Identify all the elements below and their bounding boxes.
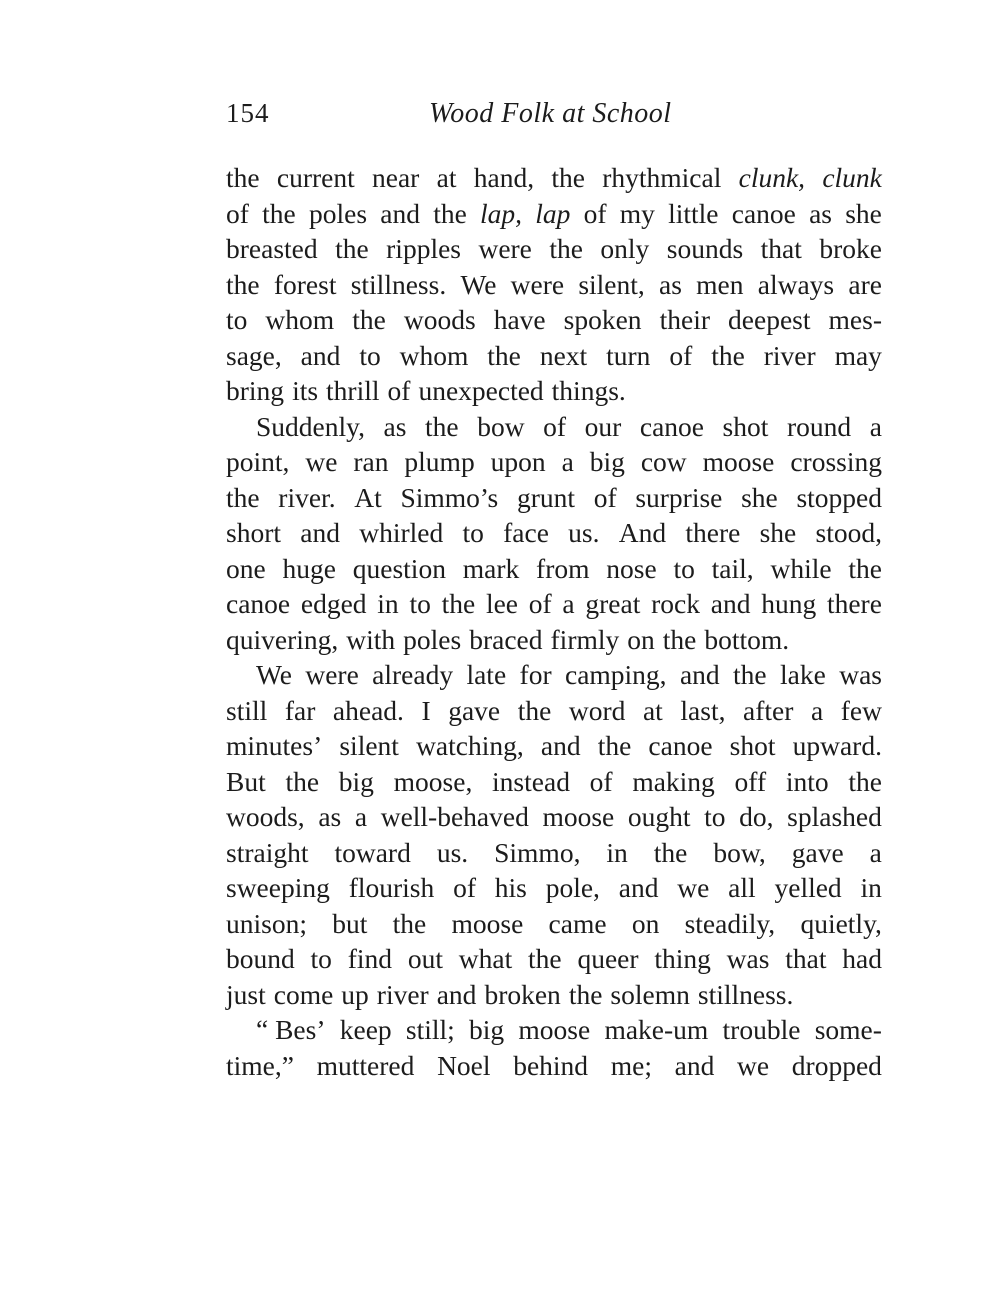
word: ahead. [332, 694, 404, 726]
word: minutes’ [226, 730, 323, 761]
word: the [425, 410, 459, 442]
word: as [659, 268, 682, 300]
word: stillness. [350, 268, 447, 300]
word: “ Bes’ [256, 1014, 326, 1045]
word: muttered [316, 1049, 415, 1081]
word: find [347, 943, 393, 974]
text-line [226, 1012, 882, 1048]
word: straight [226, 836, 309, 868]
word: point, [226, 446, 290, 477]
word: trouble [722, 1014, 801, 1045]
word: to [673, 552, 695, 584]
word: my [619, 197, 655, 229]
text-line [226, 160, 882, 196]
word: still; [405, 1014, 455, 1045]
word: steadily, [684, 907, 776, 939]
word: were [478, 233, 532, 264]
text-line [226, 231, 882, 267]
word: river [763, 339, 816, 371]
word: short [226, 517, 281, 548]
word: as [809, 197, 833, 229]
word: Simmo, [494, 836, 581, 868]
word: the [848, 552, 882, 584]
word: she [759, 517, 797, 548]
word: of [583, 197, 607, 229]
word: upward. [792, 730, 882, 761]
word: last, [680, 694, 726, 726]
word: for [519, 659, 552, 690]
word: and [436, 978, 477, 1010]
word: big [469, 1014, 505, 1045]
word: clunk [822, 162, 882, 193]
word: instead [492, 765, 570, 797]
word: up [341, 978, 369, 1010]
word: We [460, 268, 497, 300]
word: from [536, 552, 590, 584]
word: the [392, 907, 427, 939]
word: that [785, 943, 827, 974]
word: river. [278, 481, 336, 513]
word: yelled [774, 872, 842, 903]
text-line [226, 586, 882, 622]
text-line [226, 799, 882, 835]
word: the [487, 339, 521, 371]
word: moose [702, 446, 775, 477]
word: there [685, 517, 741, 548]
word: bound [226, 943, 295, 974]
word: on [627, 623, 655, 655]
word: near [372, 162, 420, 193]
word: his [494, 872, 527, 903]
word: dropped [791, 1049, 882, 1081]
word: was [726, 943, 770, 974]
text-line [226, 373, 882, 409]
word: Noel [437, 1049, 491, 1081]
word: and [710, 588, 751, 619]
word: firmly [550, 623, 620, 655]
word: our [584, 410, 622, 442]
word: gave [791, 836, 844, 868]
word: some- [814, 1014, 882, 1045]
text-line [226, 409, 882, 445]
word: to [704, 801, 726, 832]
word: lap [535, 197, 571, 229]
word: whom [265, 304, 335, 335]
word: moose, [393, 765, 473, 797]
word: a [869, 410, 882, 442]
word: great [585, 588, 641, 619]
running-head [226, 98, 882, 138]
word: on [631, 907, 660, 939]
text-line [226, 693, 882, 729]
word: and [618, 872, 659, 903]
word: shot [729, 730, 776, 761]
word: of [453, 872, 476, 903]
word: cow [640, 446, 687, 477]
word: the [226, 481, 260, 513]
word: camping, [564, 659, 667, 690]
word: broke [819, 233, 882, 264]
word: silent [339, 730, 399, 761]
word: splashed [787, 801, 882, 832]
word: canoe [226, 588, 291, 619]
text-line [226, 267, 882, 303]
word: spoken [563, 304, 642, 335]
word: things. [551, 375, 626, 406]
word: solemn [610, 978, 690, 1010]
word: silent, [578, 268, 645, 300]
word: came [548, 907, 607, 939]
word: Simmo’s [400, 481, 499, 513]
word: we [737, 1049, 770, 1081]
word: and [674, 1049, 715, 1081]
word: of [387, 375, 411, 406]
word: always [757, 268, 835, 300]
word: moose [518, 1014, 591, 1045]
text-line [226, 906, 882, 942]
word: word [568, 694, 626, 726]
word: grunt [516, 481, 576, 513]
word: the [528, 943, 562, 974]
word: all [728, 872, 756, 903]
word: of [589, 765, 613, 797]
word: us. [436, 836, 469, 868]
word: the [733, 659, 767, 690]
word: edged [300, 588, 367, 619]
word: queer [577, 943, 639, 974]
word: toward [334, 836, 411, 868]
word: at [642, 694, 663, 726]
word: ought [627, 801, 691, 832]
word: stopped [796, 481, 882, 513]
word: a [561, 446, 574, 477]
word: just [226, 978, 266, 1010]
word: as [318, 801, 342, 832]
word: the [662, 623, 697, 655]
word: the [568, 978, 603, 1010]
text-line [226, 515, 882, 551]
word: of [226, 197, 249, 229]
word: crossing [790, 446, 882, 477]
word: sage, [226, 339, 282, 371]
word: men [696, 268, 744, 300]
word: a [354, 801, 368, 832]
word: rock [651, 588, 700, 619]
word: at [436, 162, 457, 193]
word: canoe [639, 410, 704, 442]
word: huge [282, 552, 336, 584]
word: few [840, 694, 882, 726]
word: one [226, 552, 266, 584]
word: stood, [815, 517, 882, 548]
word: and [300, 339, 341, 371]
word: to [359, 339, 381, 371]
word: only [600, 233, 650, 264]
word: a [562, 588, 575, 619]
word: whirled [359, 517, 444, 548]
word: while [770, 552, 832, 584]
word: to [226, 304, 248, 335]
word: well-behaved [380, 801, 529, 832]
word: into [785, 765, 829, 797]
word: to [409, 588, 431, 619]
word: bow [477, 410, 525, 442]
word: we [305, 446, 338, 477]
word: next [539, 339, 588, 371]
word: have [493, 304, 546, 335]
page-number: 154 [226, 98, 270, 128]
word: unison; [226, 907, 307, 939]
word: surprise [635, 481, 723, 513]
word: still [226, 694, 268, 726]
word: do, [739, 801, 774, 832]
word: a [869, 836, 882, 868]
word: making [632, 765, 715, 797]
word: already [372, 659, 454, 690]
word: I [421, 694, 431, 726]
word: braced [469, 623, 543, 655]
word: mes- [828, 304, 882, 335]
word: shot [722, 410, 769, 442]
word: she [845, 197, 882, 229]
word: hung [761, 588, 817, 619]
word: forest [273, 268, 337, 300]
word: the [433, 197, 467, 229]
word: the [352, 304, 386, 335]
text-line [226, 338, 882, 374]
word: face [503, 517, 549, 548]
word: whom [399, 339, 469, 371]
word: broken [484, 978, 561, 1010]
word: tail, [711, 552, 754, 584]
word: and [679, 659, 720, 690]
word: nose [606, 552, 657, 584]
word: the [262, 197, 296, 229]
word: behind [513, 1049, 589, 1081]
word: At [354, 481, 382, 513]
word: lee [485, 588, 518, 619]
word: are [848, 268, 882, 300]
word: out [407, 943, 443, 974]
word: a [810, 694, 824, 726]
word: turn [606, 339, 651, 371]
word: were [305, 659, 359, 690]
text-line [226, 480, 882, 516]
word: and [380, 197, 420, 229]
word: woods, [226, 801, 305, 832]
word: clunk, [738, 162, 806, 193]
word: stillness. [697, 978, 794, 1010]
word: poles [308, 197, 368, 229]
word: current [276, 162, 355, 193]
word: the [848, 765, 882, 797]
word: ran [353, 446, 389, 477]
word: come [273, 978, 334, 1010]
word: their [659, 304, 710, 335]
word: thing [654, 943, 711, 974]
word: lap, [480, 197, 523, 229]
word: moose [542, 801, 615, 832]
word: she [741, 481, 778, 513]
word: flourish [348, 872, 435, 903]
text-line [226, 196, 882, 232]
word: make-um [604, 1014, 709, 1045]
word: me; [610, 1049, 652, 1081]
word: canoe [648, 730, 713, 761]
text-line [226, 1048, 882, 1084]
word: lake [780, 659, 826, 690]
word: the [549, 233, 583, 264]
text-line [226, 870, 882, 906]
body-text [226, 160, 882, 1083]
word: with [346, 623, 396, 655]
word: the [335, 233, 369, 264]
word: to [462, 517, 484, 548]
word: unexpected [418, 375, 544, 406]
word: poles [403, 623, 462, 655]
word: the [226, 162, 260, 193]
text-line [226, 764, 882, 800]
word: us. [568, 517, 600, 548]
word: the [551, 162, 585, 193]
text-line [226, 728, 882, 764]
word: its [292, 375, 319, 406]
word: of [543, 410, 567, 442]
word: sounds [666, 233, 744, 264]
word: far [284, 694, 316, 726]
word: the [597, 730, 632, 761]
text-line [226, 941, 882, 977]
word: mark [462, 552, 520, 584]
word: may [834, 339, 882, 371]
word: off [734, 765, 767, 797]
word: what [458, 943, 513, 974]
word: and [300, 517, 340, 548]
word: we [677, 872, 710, 903]
word: pole, [545, 872, 600, 903]
word: of [593, 481, 617, 513]
text-line [226, 551, 882, 587]
word: late [466, 659, 507, 690]
word: to [310, 943, 332, 974]
word: river [376, 978, 429, 1010]
word: the [653, 836, 688, 868]
word: after [743, 694, 794, 726]
word: the [441, 588, 476, 619]
word: was [839, 659, 882, 690]
word: big [589, 446, 625, 477]
word: quivering, [226, 623, 339, 655]
word: round [786, 410, 852, 442]
text-line [226, 444, 882, 480]
word: question [352, 552, 446, 584]
word: bow, [713, 836, 766, 868]
word: moose [451, 907, 524, 939]
text-line [226, 622, 882, 658]
word: ripples [386, 233, 461, 264]
word: big [338, 765, 374, 797]
word: and [540, 730, 581, 761]
word: little [668, 197, 719, 229]
word: in [606, 836, 628, 868]
text-line [226, 657, 882, 693]
word: And [618, 517, 667, 548]
word: the [517, 694, 552, 726]
word: of [669, 339, 693, 371]
word: rhythmical [602, 162, 722, 193]
word: But [226, 765, 266, 797]
word: deepest [728, 304, 811, 335]
word: there [826, 588, 882, 619]
word: watching, [416, 730, 524, 761]
word: We [256, 659, 292, 690]
word: gave [448, 694, 501, 726]
running-title: Wood Folk at School [429, 98, 672, 129]
word: the [226, 268, 260, 300]
word: time,” [226, 1049, 294, 1081]
word: Suddenly, [256, 410, 365, 442]
word: were [510, 268, 565, 300]
word: that [760, 233, 802, 264]
word: the [285, 765, 320, 797]
word: canoe [731, 197, 796, 229]
word: breasted [226, 233, 318, 264]
word: of [528, 588, 552, 619]
word: in [860, 872, 882, 903]
word: thrill [326, 375, 380, 406]
word: as [383, 410, 407, 442]
word: but [332, 907, 368, 939]
word: hand, [473, 162, 535, 193]
word: the [711, 339, 745, 371]
word: woods [403, 304, 476, 335]
text-line [226, 977, 882, 1013]
word: keep [339, 1014, 392, 1045]
text-line [226, 302, 882, 338]
word: in [377, 588, 399, 619]
word: bottom. [704, 623, 790, 655]
word: quietly, [800, 907, 882, 939]
word: sweeping [226, 872, 330, 903]
word: had [842, 943, 882, 974]
word: plump [404, 446, 475, 477]
word: bring [226, 375, 285, 406]
text-line [226, 835, 882, 871]
word: upon [490, 446, 546, 477]
